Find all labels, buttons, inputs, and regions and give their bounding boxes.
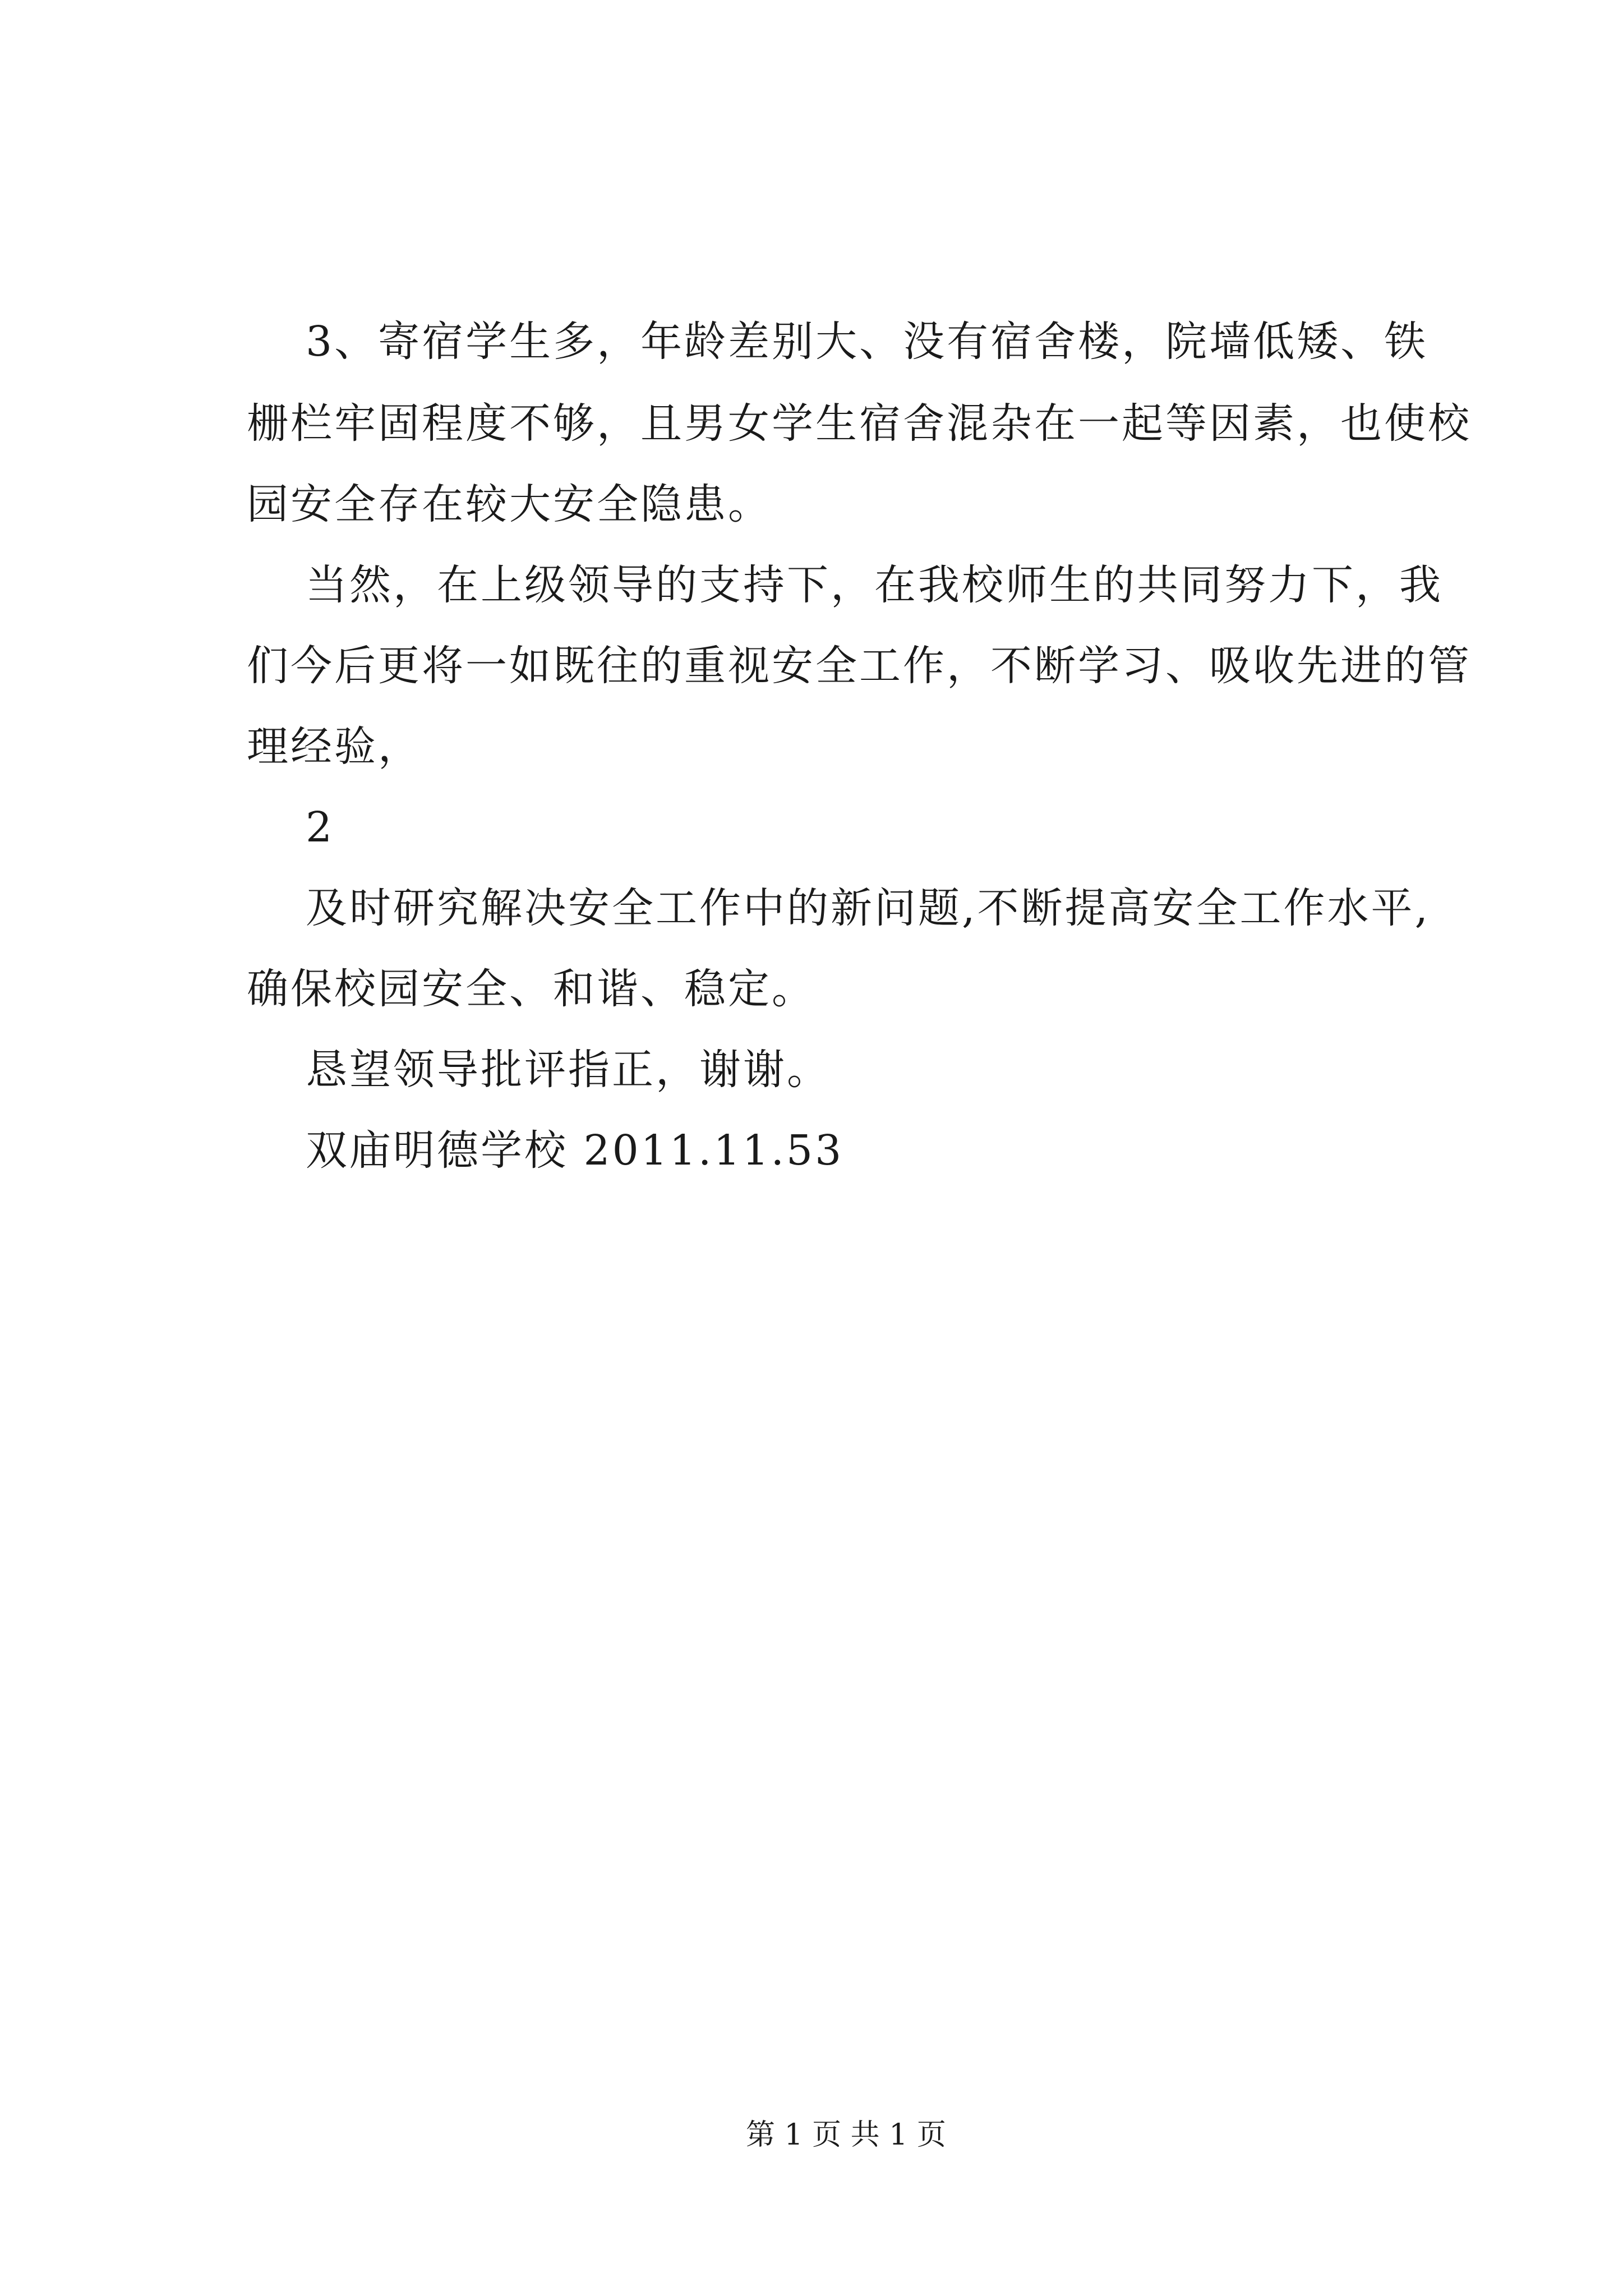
paragraph-1-line-1: 3、寄宿学生多，年龄差别大、没有宿舍楼，院墙低矮、铁	[306, 318, 1428, 366]
paragraph-2-line-3: 理经验，	[247, 723, 422, 771]
paragraph-1-line-2: 栅栏牢固程度不够，且男女学生宿舍混杂在一起等因素，也使校	[247, 399, 1472, 448]
page-footer: 第 1 页 共 1 页	[746, 2118, 946, 2152]
paragraph-3-line-1: 及时研究解决安全工作中的新问题,不断提高安全工作水平,	[306, 884, 1431, 932]
signature: 双庙明德学校 2011.11.53	[306, 1126, 844, 1175]
page-marker: 2	[306, 803, 335, 852]
paragraph-2-line-1: 当然，在上级领导的支持下，在我校师生的共同努力下，我	[306, 561, 1443, 609]
paragraph-3-line-2: 确保校园安全、和谐、稳定。	[247, 965, 815, 1013]
paragraph-1-line-3: 园安全存在较大安全隐患。	[247, 480, 772, 528]
paragraph-2-line-2: 们今后更将一如既往的重视安全工作，不断学习、吸收先进的管	[247, 642, 1472, 690]
closing-remark: 恳望领导批评指正，谢谢。	[306, 1046, 831, 1094]
